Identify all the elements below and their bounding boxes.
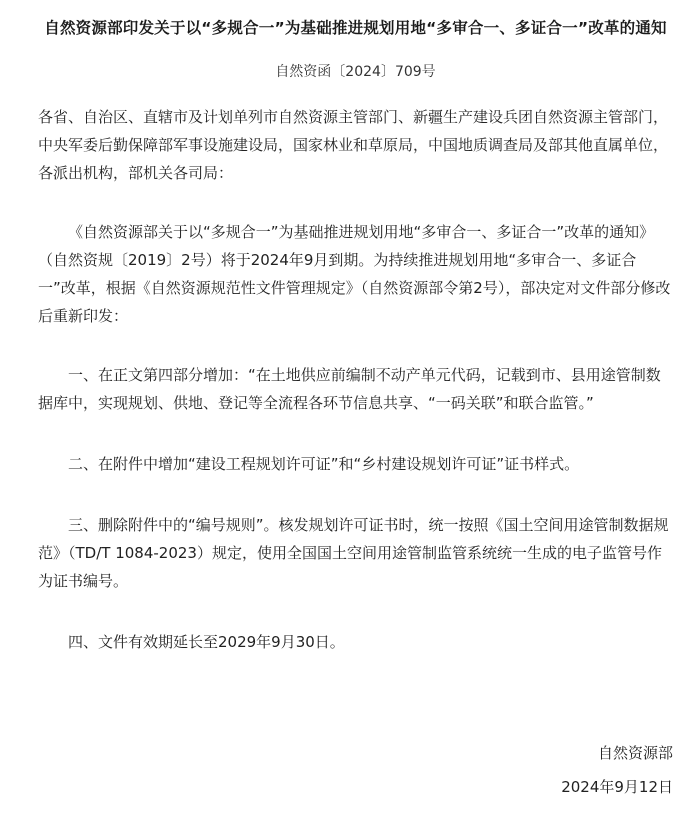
item-one-paragraph: 一、在正文第四部分增加：“在土地供应前编制不动产单元代码，记载到市、县用途管制数据库中，实现规划、供地、登记等全流程各环节信息共享、“一码关联”和联合监管。”: [38, 366, 661, 412]
signature-organization: 自然资源部: [597, 744, 673, 762]
item-two-paragraph: 二、在附件中增加“建设工程规划许可证”和“乡村建设规划许可证”证书样式。: [68, 455, 580, 473]
addressee-paragraph: 各省、自治区、直辖市及计划单列市自然资源主管部门、新疆生产建设兵团自然资源主管部门，中央军委后勤保障部军事设施建设局，国家林业和草原局，中国地质调查局及部其他直属单位，各派出机构，部机关各司局：: [38, 108, 669, 182]
intro-paragraph: 《自然资源部关于以“多规合一”为基础推进规划用地“多审合一、多证合一”改革的通知》（自然资规〔2019〕2号）将于2024年9月到期。为持续推进规划用地“多审合一、多证合一”改革，根据《自然资源规范性文件管理规定》（自然资源部令第2号），部决定对文件部分修改后重新印发：: [38, 223, 671, 325]
item-three-paragraph: 三、删除附件中的“编号规则”。核发规划许可证书时，统一按照《国土空间用途管制数据规范》（TD/T 1084-2023）规定，使用全国国土空间用途管制监管系统统一生成的电子监管号作为证书编号。: [38, 516, 669, 590]
document-number: 自然资函〔2024〕709号: [275, 64, 436, 80]
item-four-paragraph: 四、文件有效期延长至2029年9月30日。: [68, 633, 345, 651]
document-title: 自然资源部印发关于以“多规合一”为基础推进规划用地“多审合一、多证合一”改革的通知: [44, 19, 667, 37]
signature-date: 2024年9月12日: [561, 778, 673, 796]
